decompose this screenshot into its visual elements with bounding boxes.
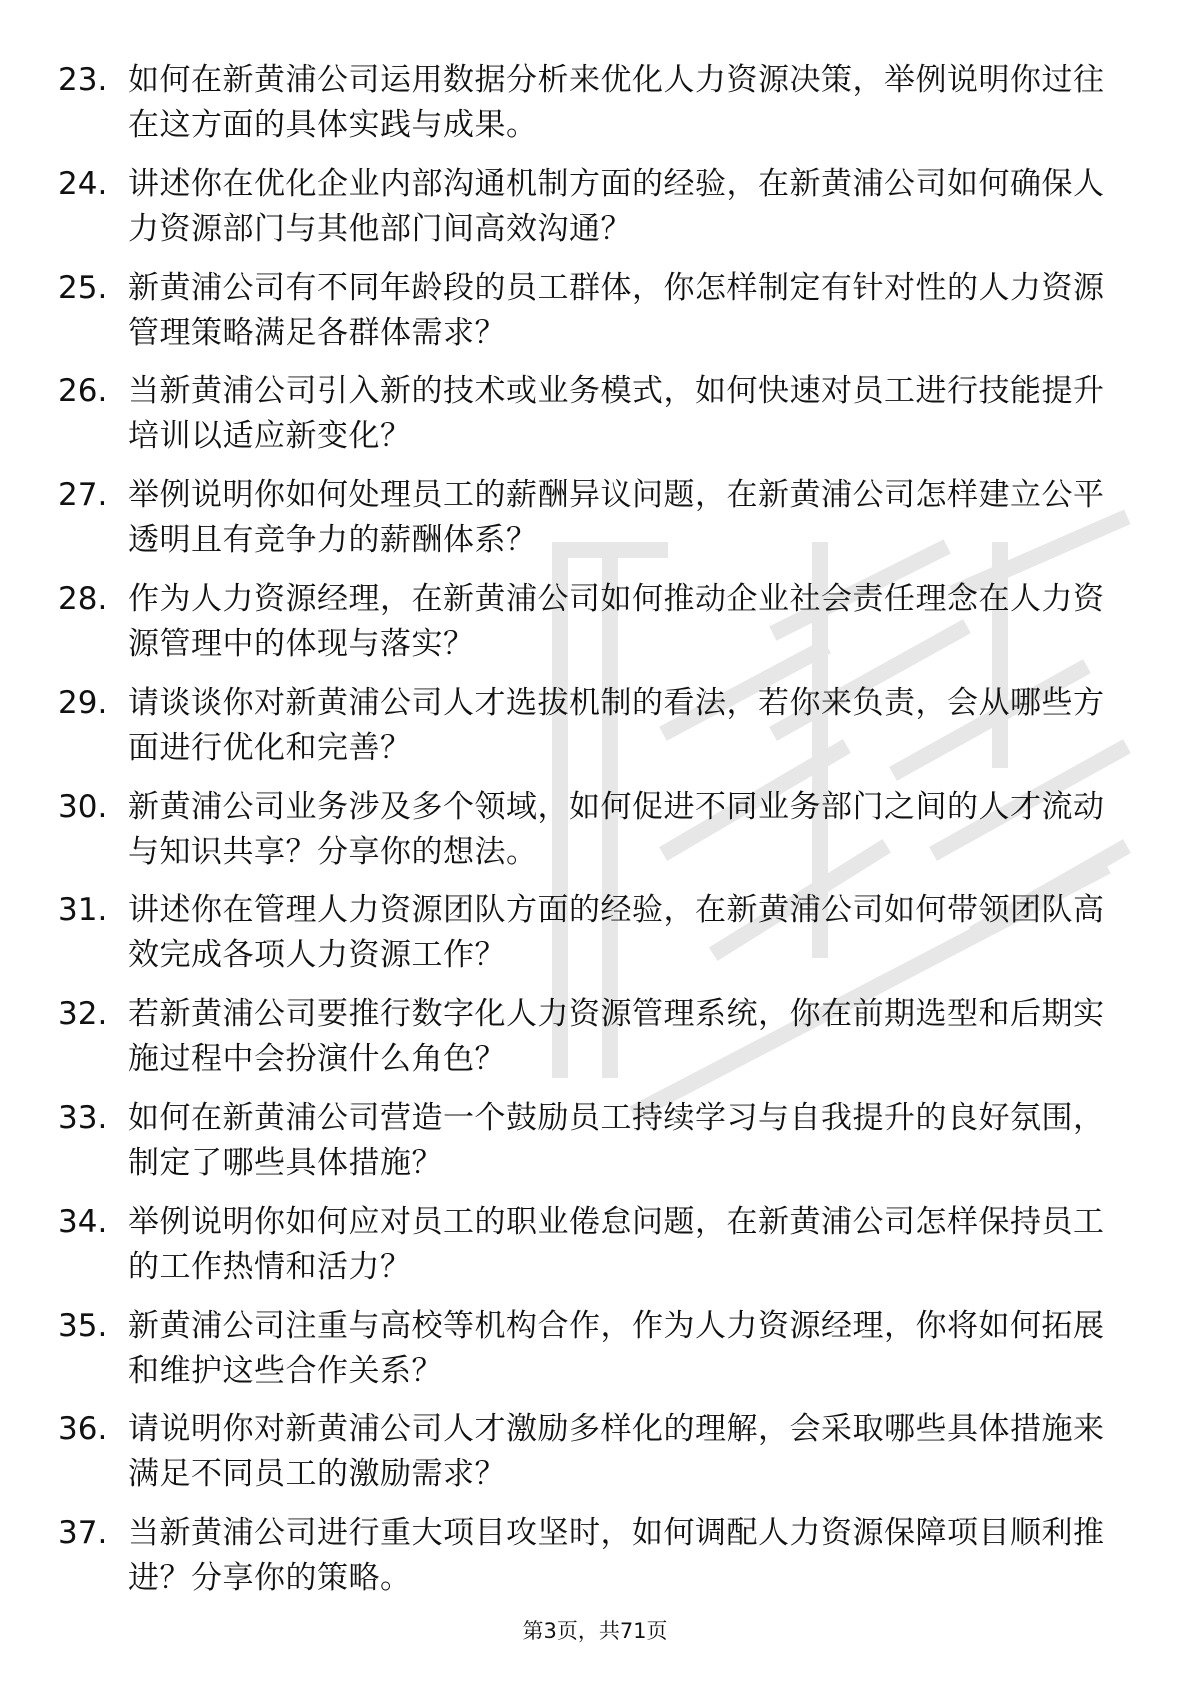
question-number: 35. (58, 1307, 108, 1344)
question-item (0, 1511, 1190, 1615)
question-text: 新黄浦公司有不同年龄段的员工群体，你怎样制定有针对性的人力资源管理策略满足各群体需求？ (128, 269, 1105, 351)
question-item (0, 473, 1190, 577)
question-number: 32. (58, 996, 108, 1033)
question-number: 36. (58, 1411, 108, 1448)
question-text: 新黄浦公司注重与高校等机构合作，作为人力资源经理，你将如何拓展和维护这些合作关系？ (128, 1307, 1105, 1389)
question-text: 作为人力资源经理，在新黄浦公司如何推动企业社会责任理念在人力资源管理中的体现与落实？ (128, 580, 1105, 662)
question-text: 举例说明你如何应对员工的职业倦怠问题，在新黄浦公司怎样保持员工的工作热情和活力？ (128, 1203, 1105, 1285)
question-text: 如何在新黄浦公司营造一个鼓励员工持续学习与自我提升的良好氛围，制定了哪些具体措施？ (128, 1099, 1105, 1181)
question-text: 讲述你在优化企业内部沟通机制方面的经验，在新黄浦公司如何确保人力资源部门与其他部门间高效沟通？ (128, 165, 1105, 247)
question-item (0, 266, 1190, 370)
question-number: 26. (58, 373, 108, 410)
question-list (0, 58, 1190, 1615)
question-item (0, 162, 1190, 266)
question-item (0, 681, 1190, 785)
question-text: 当新黄浦公司进行重大项目攻坚时，如何调配人力资源保障项目顺利推进？分享你的策略。 (128, 1515, 1105, 1597)
page-footer (0, 1616, 1190, 1646)
question-number: 27. (58, 477, 108, 514)
question-number: 34. (58, 1203, 108, 1240)
question-text: 新黄浦公司业务涉及多个领域，如何促进不同业务部门之间的人才流动与知识共享？分享你的想法。 (128, 788, 1105, 870)
question-number: 30. (58, 788, 108, 825)
question-number: 37. (58, 1515, 108, 1552)
question-item (0, 1407, 1190, 1511)
question-text: 讲述你在管理人力资源团队方面的经验，在新黄浦公司如何带领团队高效完成各项人力资源工作？ (128, 892, 1105, 974)
question-number: 33. (58, 1099, 108, 1136)
page-number-label: 第3页，共71页 (522, 1619, 668, 1643)
question-item (0, 58, 1190, 162)
question-item (0, 1200, 1190, 1304)
question-number: 29. (58, 684, 108, 721)
question-item (0, 1096, 1190, 1200)
question-text: 请谈谈你对新黄浦公司人才选拔机制的看法，若你来负责，会从哪些方面进行优化和完善？ (128, 684, 1105, 766)
question-item (0, 1304, 1190, 1408)
question-text: 如何在新黄浦公司运用数据分析来优化人力资源决策，举例说明你过往在这方面的具体实践与成果。 (128, 62, 1105, 143)
question-text: 举例说明你如何处理员工的薪酬异议问题，在新黄浦公司怎样建立公平透明且有竞争力的薪酬体系？ (128, 477, 1105, 559)
question-number: 24. (58, 165, 108, 202)
question-item (0, 888, 1190, 992)
question-number: 23. (58, 62, 108, 98)
question-item (0, 577, 1190, 681)
question-text: 请说明你对新黄浦公司人才激励多样化的理解，会采取哪些具体措施来满足不同员工的激励需求？ (128, 1411, 1105, 1493)
question-item (0, 369, 1190, 473)
question-text: 当新黄浦公司引入新的技术或业务模式，如何快速对员工进行技能提升培训以适应新变化？ (128, 373, 1105, 455)
question-text: 若新黄浦公司要推行数字化人力资源管理系统，你在前期选型和后期实施过程中会扮演什么角色？ (128, 996, 1105, 1078)
question-number: 31. (58, 892, 108, 929)
question-number: 25. (58, 269, 108, 306)
question-item (0, 992, 1190, 1096)
question-number: 28. (58, 580, 108, 617)
question-item (0, 785, 1190, 889)
